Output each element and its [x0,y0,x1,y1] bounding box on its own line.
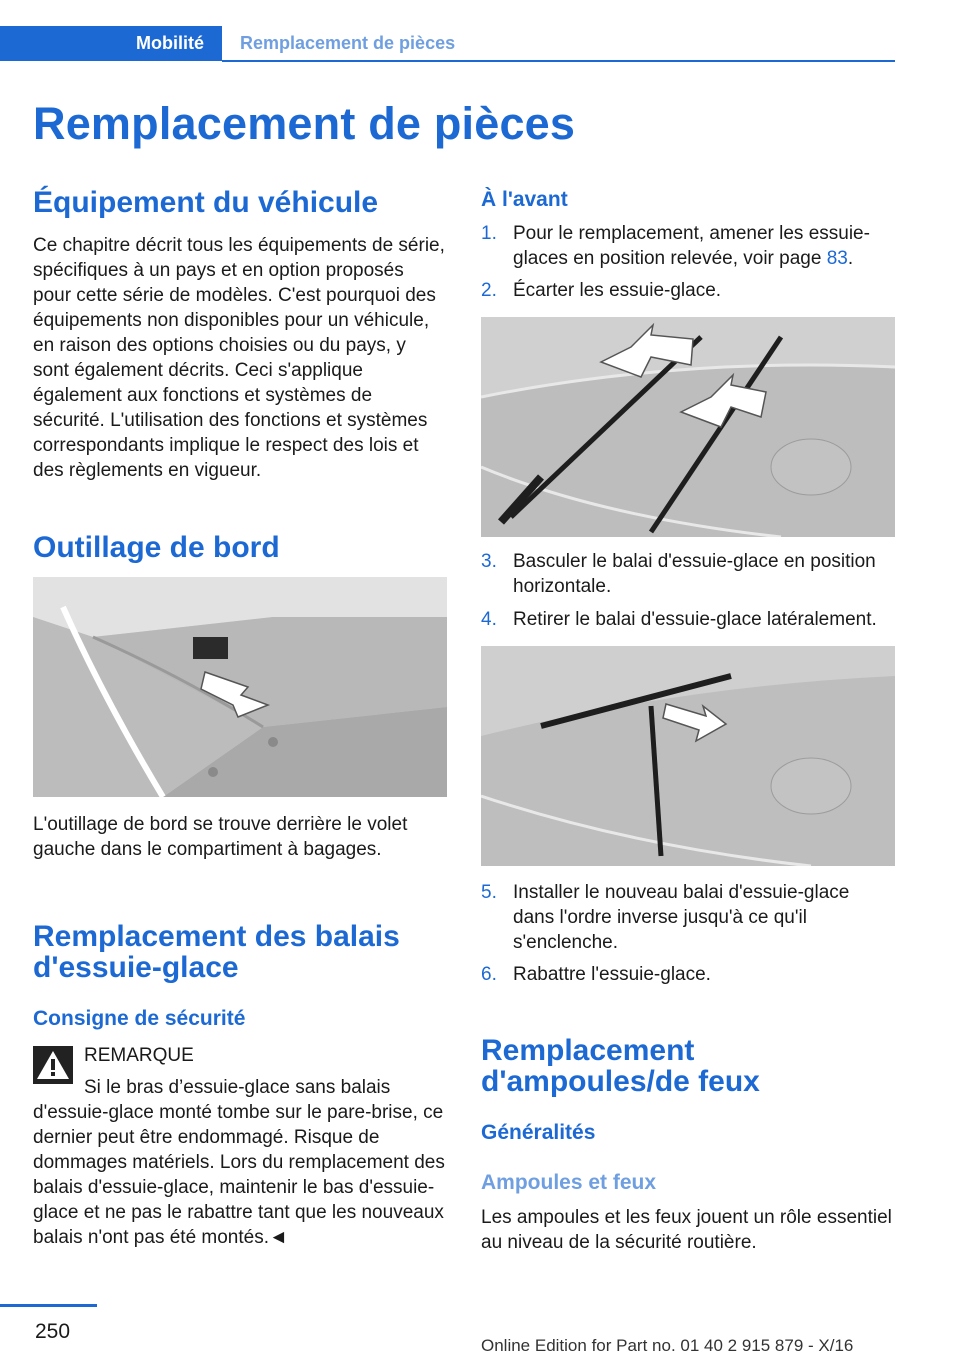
front-heading: À l'avant [481,188,568,211]
page-title: Remplacement de pièces [33,98,576,149]
equipment-heading: Équipement du véhicule [33,186,379,219]
wipers-raised-illustration [481,317,895,537]
notice-text: Si le bras d’essuie-glace sans balais d'essuie-glace monté tombe sur le pare-brise, ce dernier peut être endommagé. Risque de dommages matériels. Lors du remplacement des balais d'essuie-glace, maintenir le bas d'essuie-glace et ne pas le rabattre tant que les nouveaux balais n'ont pas été montés.◄ [33,1077,445,1248]
tools-heading: Outillage de bord [33,531,280,564]
page-number: 250 [35,1320,71,1343]
step-number: 6. [481,964,497,985]
blade-removal-image [481,646,895,866]
luggage-compartment-illustration [33,577,447,797]
page-link[interactable]: 83 [826,248,848,269]
page-header [0,26,895,62]
step-number: 4. [481,609,497,630]
safety-heading: Consigne de sécurité [33,1007,246,1030]
bulbs-paragraph: Les ampoules et les feux jouent un rôle essentiel au niveau de la sécurité routière. [481,1207,892,1253]
footer-divider [0,1304,97,1307]
step-text: Retirer le balai d'essuie-glace latéralement. [513,609,877,630]
general-heading: Généralités [481,1121,596,1144]
step-text-end: . [847,248,854,269]
step-number: 2. [481,280,497,301]
step-text: Rabattre l'essuie-glace. [513,964,711,985]
header-divider [222,60,895,62]
equipment-paragraph: Ce chapitre décrit tous les équipements de série, spécifiques à un pays et en option proposés pour cette série de modèles. C'est pourquoi des équipements non disponibles pour un véhicule, en raison des options choisies ou du pays, y sont également décrits. Ceci s'applique également aux fonctions et systèmes de sécurité. L'utilisation des fonctions et systèmes correspondants implique le respect des lois et des règlements en vigueur. [33,235,445,481]
wipers-heading: Remplacement des balais d'essuie-glace [33,920,400,984]
bulbs-heading: Remplacement d'ampoules/de feux [481,1034,760,1098]
step-1 [481,221,895,271]
edition-note: Online Edition for Part no. 01 40 2 915 879 - X/16 [481,1336,854,1355]
tools-caption: L'outillage de bord se trouve derrière le volet gauche dans le compartiment à bagages. [33,814,408,860]
step-text: Écarter les essuie-glace. [513,280,722,301]
step-5 [481,880,895,955]
step-number: 5. [481,882,497,903]
notice-label: REMARQUE [84,1045,194,1066]
step-3 [481,549,895,599]
step-text: Basculer le balai d'essuie-glace en position horizontale. [513,551,876,597]
step-6 [481,962,895,987]
step-text: Installer le nouveau balai d'essuie-glace dans l'ordre inverse jusqu'à ce qu'il s'enclenche. [513,882,850,953]
topic-tab[interactable]: Remplacement de pièces [240,33,456,53]
wipers-raised-image [481,317,895,537]
section-tab[interactable]: Mobilité [0,26,222,61]
step-4 [481,607,895,632]
step-number: 3. [481,551,497,572]
blade-removal-illustration [481,646,895,866]
step-text [513,221,895,271]
bulbs-subheading: Ampoules et feux [481,1171,657,1194]
step-number: 1. [481,223,497,244]
step-text-main: Pour le remplacement, amener les essuie-glaces en position relevée, voir page [513,223,870,269]
luggage-compartment-image [33,577,447,797]
step-2 [481,278,895,303]
